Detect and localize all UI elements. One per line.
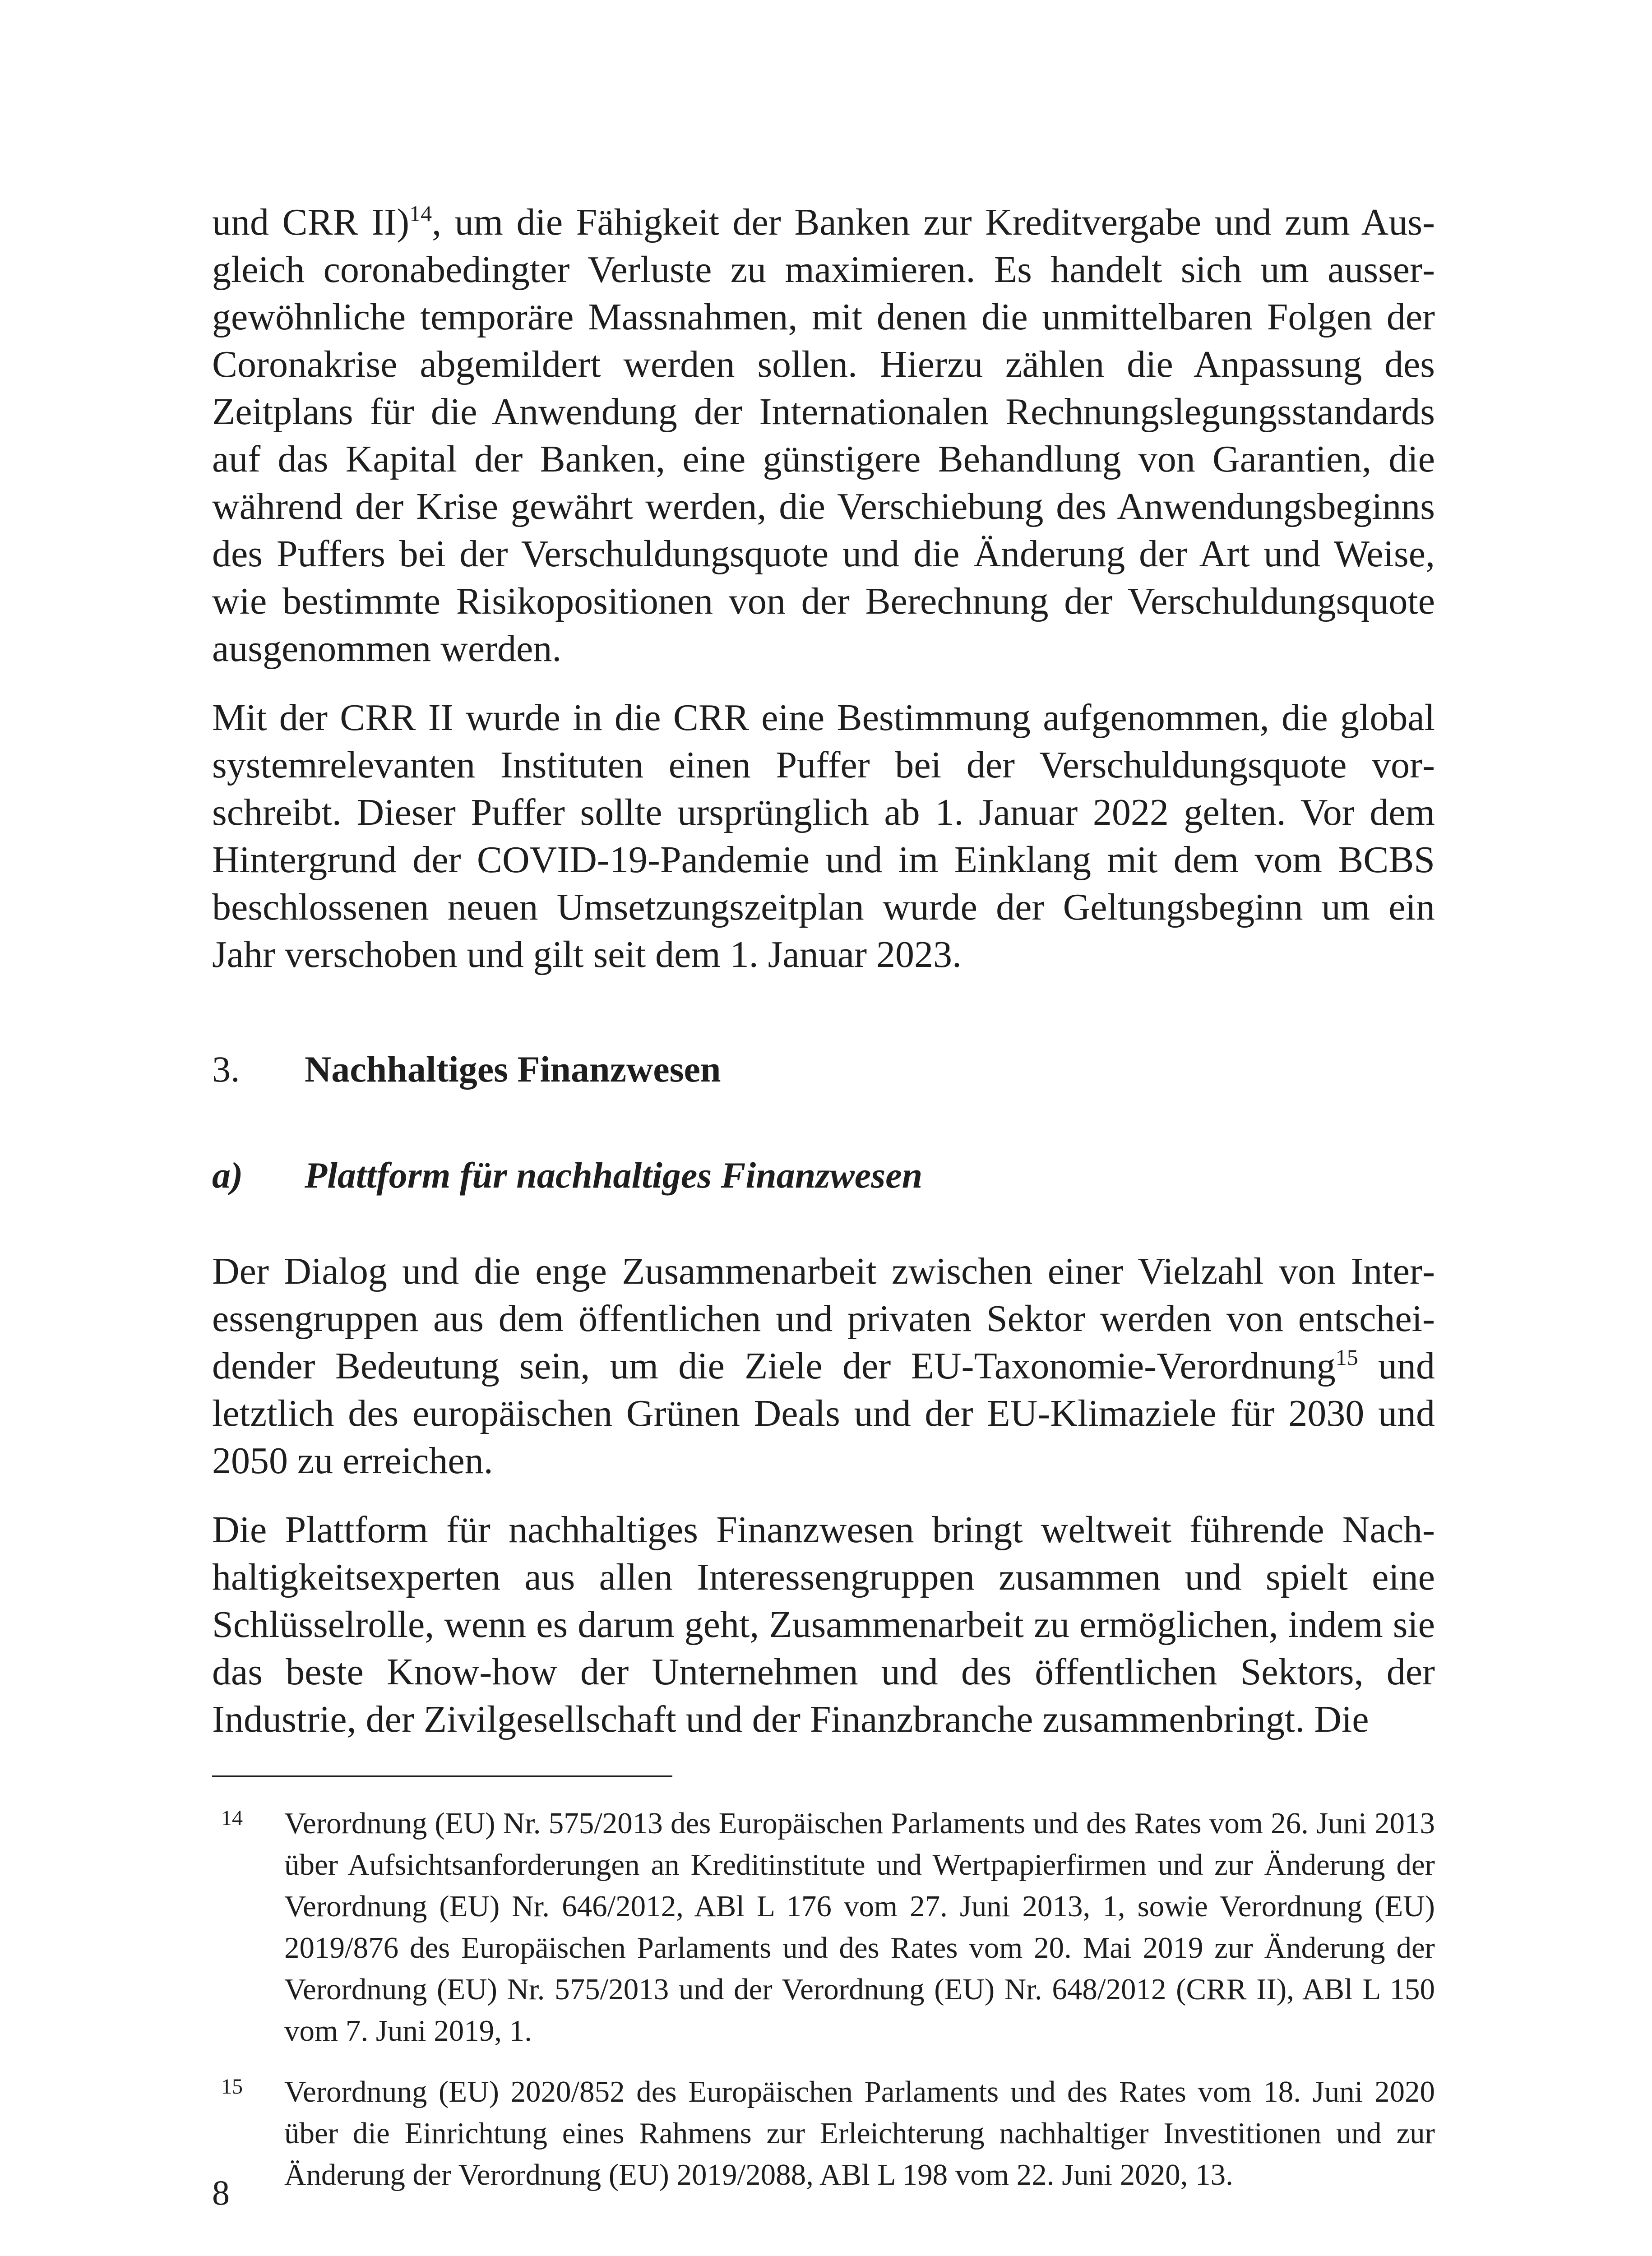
footnote-separator [212,1775,672,1777]
subsection-number: a) [212,1155,243,1196]
footnote-number: 15 [221,2075,243,2099]
paragraph-text-continued: , um die Fähigkeit der Banken zur Kreditvergabe und zum Ausgleich coronabedingter Verluste zu maximieren. Es handelt sich um aussergewöhnliche temporäre Massnahmen, mit denen die unmittelbaren Folgen der Coronakrise abgemildert werden sollen. Hierzu zählen die Anpassung des Zeitplans für die Anwendung der Internationalen Rechnungslegungsstandards auf das Kapital der Banken, eine günstigere Behandlung von Garantien, die während der Krise gewährt werden, die Verschiebung des Anwendungsbeginns des Puffers bei der Verschuldungsquote und die Änderung der Art und Weise, wie bestimmte Risikopositionen von der Berechnung der Verschuldungsquote ausgenommen werden. [212,201,1435,670]
subsection-heading [212,1153,922,1198]
text-block-top [212,199,1435,978]
body-paragraph [212,1248,1435,1484]
body-paragraph: Mit der CRR II wurde in die CRR eine Bestimmung aufgenommen, die global systemrelevanten Instituten einen Puffer bei der Verschuldungsquote vorschreibt. Dieser Puffer sollte ursprünglich ab 1. Januar 2022 gelten. Vor dem Hintergrund der COVID-19-Pandemie und im Einklang mit dem vom BCBS beschlossenen neuen Umsetzungszeitplan wurde der Geltungsbeginn um ein Jahr verschoben und gilt seit dem 1. Januar 2023. [212,697,1435,975]
paragraph-text: Der Dialog und die enge Zusammenarbeit zwischen einer Vielzahl von Interessengruppen aus dem öffentlichen und privaten Sektor werden von entscheidender Bedeutung sein, um die Ziele der EU-Taxonomie-Verordnung [212,1250,1435,1387]
footnote-text: Verordnung (EU) Nr. 575/2013 des Europäischen Parlaments und des Rates vom 26. Juni 2013 über Aufsichtsanforderungen an Kreditinstitute und Wertpapierfirmen und zur Änderung der Verordnung (EU) Nr. 646/2012, ABl L 176 vom 27. Juni 2013, 1, sowie Verordnung (EU) 2019/876 des Europäischen Parlaments und des Rates vom 20. Mai 2019 zur Änderung der Verordnung (EU) Nr. 575/2013 und der Verordnung (EU) Nr. 648/2012 (CRR II), ABl L 150 vom 7. Juni 2019, 1. [284,1807,1435,2048]
body-paragraph [212,199,1435,672]
paragraph-text-continued: und letztlich des europäischen Grünen Deals und der EU-Klimaziele für 2030 und 2050 zu erreichen. [212,1345,1435,1482]
section-number: 3. [212,1049,240,1090]
page-number: 8 [212,2173,230,2212]
section-title: Nachhaltiges Finanzwesen [305,1049,721,1090]
subsection-title: Plattform für nachhaltiges Finanzwesen [305,1155,923,1196]
text-block-bottom [212,1248,1435,1743]
footnote-reference-14[interactable]: 14 [409,201,432,226]
footnote-text: Verordnung (EU) 2020/852 des Europäischen Parlaments und des Rates vom 18. Juni 2020 über die Einrichtung eines Rahmens zur Erleichterung nachhaltiger Investitionen und zur Änderung der Verordnung (EU) 2019/2088, ABl L 198 vom 22. Juni 2020, 13. [284,2075,1435,2191]
body-paragraph: Die Plattform für nachhaltiges Finanzwesen bringt weltweit führende Nachhaltigkeitsexperten aus allen Interessengruppen zusammen und spielt eine Schlüsselrolle, wenn es darum geht, Zusammenarbeit zu ermöglichen, indem sie das beste Know-how der Unternehmen und des öffentlichen Sektors, der Industrie, der Zivilgesellschaft und der Finanzbranche zusammenbringt. Die [212,1509,1435,1740]
footnote-number: 14 [221,1806,243,1830]
paragraph-text: und CRR II) [212,201,410,243]
footnote-reference-15[interactable]: 15 [1335,1345,1358,1370]
section-heading [212,1047,721,1092]
footnote-15 [212,2071,1435,2196]
footnote-14 [212,1803,1435,2052]
